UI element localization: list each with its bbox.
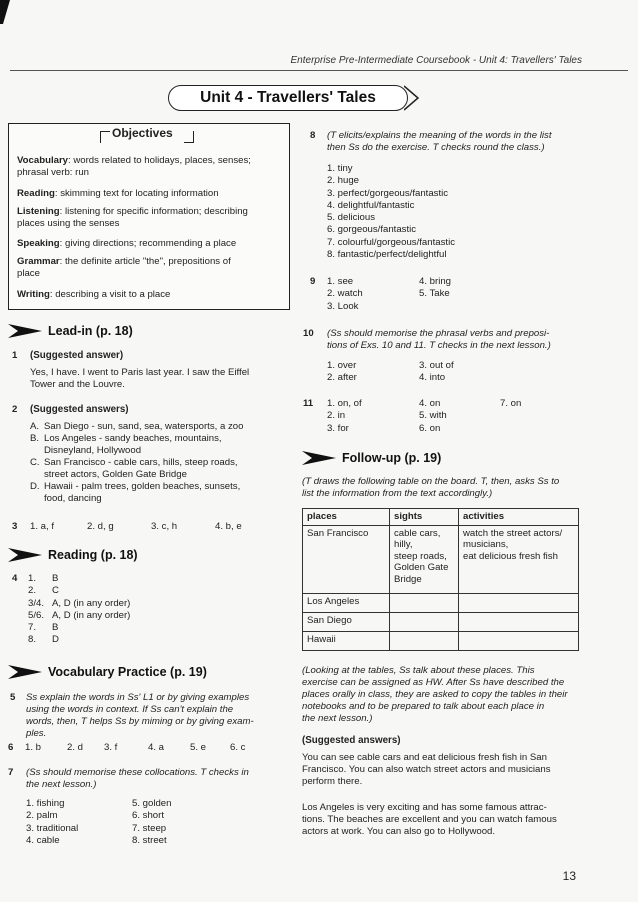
followup-table <box>302 508 579 651</box>
table-cell <box>390 612 459 631</box>
q6-answer: 2. d <box>67 742 84 753</box>
q4-answers: 1. B 2. C 3/4. A, D (in any order) 5/6. A, D (in any order) 7. B 8. D <box>28 573 131 646</box>
q6-answer: 5. e <box>190 742 207 753</box>
q11-col1: 1. on, of 2. in 3. for <box>327 398 362 434</box>
q2-heading: (Suggested answers) <box>30 404 129 415</box>
q7-number: 7 <box>8 767 14 778</box>
table-cell <box>390 593 459 612</box>
q8-text: (T elicits/explains the meaning of the words in the list then Ss do the exercise. T checks round the class.) <box>327 130 552 153</box>
unit-title: Unit 4 - Travellers' Tales <box>168 85 408 111</box>
section-arrow-icon <box>8 548 42 562</box>
table-header: activities <box>459 509 579 526</box>
q6-answer: 1. b <box>25 742 42 753</box>
q10-text: (Ss should memorise the phrasal verbs and preposi- tions of Exs. 10 and 11. T checks in the next lesson.) <box>327 328 551 351</box>
table-cell: Hawaii <box>303 631 390 650</box>
q3-answer: 4. b, e <box>215 521 242 532</box>
table-cell: Los Angeles <box>303 593 390 612</box>
q6-number: 6 <box>8 742 14 753</box>
q5-number: 5 <box>10 692 16 703</box>
table-header: sights <box>390 509 459 526</box>
reading-heading: Reading (p. 18) <box>8 548 138 562</box>
q1-number: 1 <box>12 350 18 361</box>
q9-number: 9 <box>310 276 316 287</box>
objective-writing: Writing: describing a visit to a place <box>17 289 171 300</box>
q9-col2: 4. bring 5. Take <box>419 276 451 300</box>
q8-number: 8 <box>310 130 316 141</box>
q7-text: (Ss should memorise these collocations. T checks in the next lesson.) <box>26 767 249 790</box>
q11-col2: 4. on 5. with 6. on <box>419 398 447 434</box>
header-rule <box>10 70 628 71</box>
running-head: Enterprise Pre-Intermediate Coursebook - Unit 4: Travellers' Tales <box>290 55 582 66</box>
q8-answers: 1. tiny 2. huge 3. perfect/gorgeous/fantastic 4. delightful/fantastic 5. delicious 6. gorgeous/fantastic 7. colourful/gorgeous/fantastic 8. fantastic/perfect/delightful <box>327 163 455 261</box>
table-cell <box>459 612 579 631</box>
objectives-bracket-right <box>184 131 194 143</box>
q6-answer: 6. c <box>230 742 246 753</box>
objective-reading: Reading: skimming text for locating information <box>17 188 219 199</box>
table-cell: cable cars, hilly, steep roads, Golden Gate Bridge <box>390 525 459 593</box>
q4-number: 4 <box>12 573 18 584</box>
objective-vocabulary: Vocabulary: words related to holidays, places, senses; phrasal verb: run <box>17 155 251 178</box>
q9-col1: 1. see 2. watch 3. Look <box>327 276 363 312</box>
q3-answer: 2. d, g <box>87 521 114 532</box>
table-cell <box>459 593 579 612</box>
q2-item: D. Hawaii - palm trees, golden beaches, sunsets, <box>30 481 241 492</box>
q1-heading: (Suggested answer) <box>30 350 124 361</box>
q11-number: 11 <box>303 398 314 409</box>
table-cell <box>390 631 459 650</box>
objectives-bracket-left <box>100 131 110 143</box>
vocab-heading: Vocabulary Practice (p. 19) <box>8 665 207 679</box>
section-arrow-icon <box>8 324 42 338</box>
followup-answer-2: Los Angeles is very exciting and has some famous attrac- tions. The beaches are excellent and you can watch famous actors at work. You can also go to Hollywood. <box>302 802 557 837</box>
corner-mark <box>0 0 10 24</box>
followup-paragraph: (Looking at the tables, Ss talk about these places. This exercise can be assigned as HW. After Ss have described the places orally in class, they are asked to copy the tables in their notebooks and to be prepared to talk about each place in the next lesson.) <box>302 665 568 724</box>
q2-number: 2 <box>12 404 18 415</box>
q10-col1: 1. over 2. after <box>327 360 357 384</box>
q5-text: Ss explain the words in Ss' L1 or by giving examples using the words in context. If Ss can't explain the words, then, T helps Ss by miming or by giving exam- ples. <box>26 692 254 739</box>
table-cell: San Diego <box>303 612 390 631</box>
title-arrow-icon <box>404 85 420 111</box>
table-cell: San Francisco <box>303 525 390 593</box>
section-arrow-icon <box>8 665 42 679</box>
q3-answer: 1. a, f <box>30 521 54 532</box>
followup-answer-1: You can see cable cars and eat delicious fresh fish in San Francisco. You can also watch street actors and musicians perform there. <box>302 752 551 787</box>
q3-answer: 3. c, h <box>151 521 178 532</box>
table-row <box>303 593 579 612</box>
q2-item: C. San Francisco - cable cars, hills, steep roads, <box>30 457 238 468</box>
table-cell: watch the street actors/ musicians, eat delicious fresh fish <box>459 525 579 593</box>
table-header-row <box>303 509 579 526</box>
followup-heading: Follow-up (p. 19) <box>302 451 441 465</box>
table-row <box>303 525 579 593</box>
followup-suggested-heading: (Suggested answers) <box>302 735 401 746</box>
q2-answers: A. San Diego - sun, sand, sea, watersports, a zoo B. Los Angeles - sandy beaches, mountains, Disneyland, Hollywood C. San Francisco - cable cars, hills, steep roads, street actors, Golden Gate Bridge D. Hawaii - palm trees, golden beaches, sunsets, food, dancing <box>30 421 290 505</box>
q6-answer: 3. f <box>104 742 118 753</box>
q10-col2: 3. out of 4. into <box>419 360 454 384</box>
q2-item: B. Los Angeles - sandy beaches, mountains, <box>30 433 222 444</box>
table-row <box>303 631 579 650</box>
q6-answer: 4. a <box>148 742 165 753</box>
table-cell <box>459 631 579 650</box>
q2-item: A. San Diego - sun, sand, sea, watersports, a zoo <box>30 421 244 432</box>
q10-number: 10 <box>303 328 314 339</box>
section-arrow-icon <box>302 451 336 465</box>
leadin-heading: Lead-in (p. 18) <box>8 324 133 338</box>
q7-col2: 5. golden 6. short 7. steep 8. street <box>132 798 172 846</box>
q3-number: 3 <box>12 521 18 532</box>
objective-listening: Listening: listening for specific information; describing places using the senses <box>17 206 248 229</box>
table-header: places <box>303 509 390 526</box>
page-number: 13 <box>562 869 576 883</box>
q1-answer: Yes, I have. I went to Paris last year. I saw the Eiffel Tower and the Louvre. <box>30 367 250 390</box>
q7-col1: 1. fishing 2. palm 3. traditional 4. cable <box>26 798 79 846</box>
table-row <box>303 612 579 631</box>
followup-intro: (T draws the following table on the board. T, then, asks Ss to list the information from the text accordingly.) <box>302 476 560 499</box>
q11-col3: 7. on <box>500 398 522 409</box>
objectives-title: Objectives <box>112 126 173 140</box>
objective-grammar: Grammar: the definite article "the", prepositions of place <box>17 256 231 279</box>
objective-speaking: Speaking: giving directions; recommending a place <box>17 238 237 249</box>
